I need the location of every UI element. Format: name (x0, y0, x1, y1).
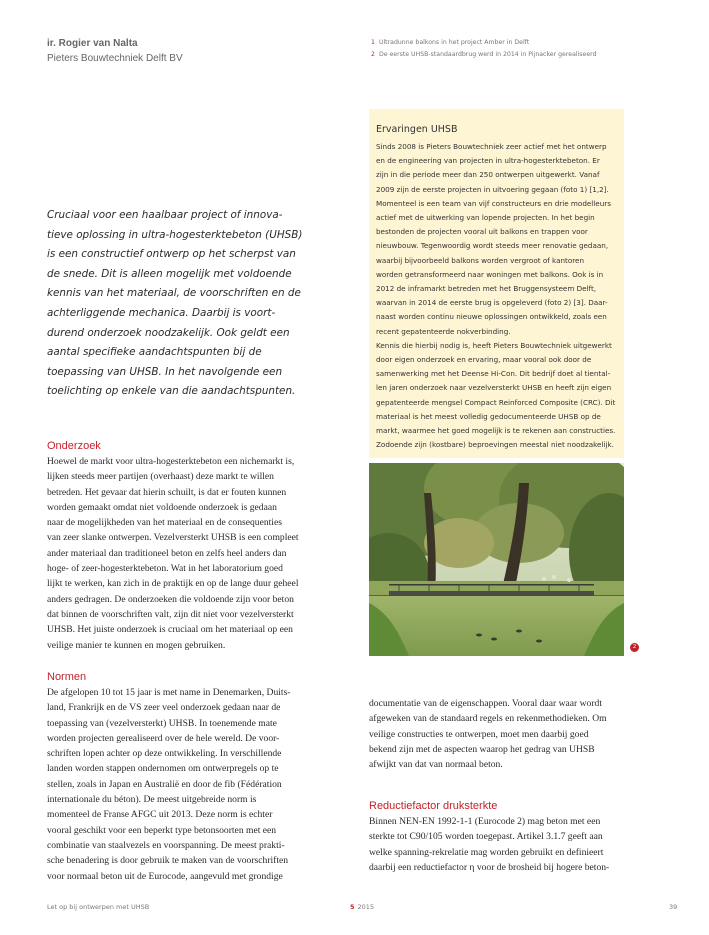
body-line: land, Frankrijk en de VS zeer veel onderzoek gedaan naar de (47, 702, 281, 714)
body-line: sche benadering is door gebruik te maken van de voorschriften (47, 855, 289, 867)
body-line: veilige manier te kunnen en mogen gebruiken. (47, 639, 226, 651)
body-line: landen worden stappen ondernomen om ontwerpregels op te (47, 763, 279, 775)
body-line: documentatie van de eigenschappen. Vooral daar waar wordt (369, 698, 603, 709)
sidebar-line: waarbij bijvoorbeeld balkons worden vergroot of kantoren (376, 255, 585, 265)
body-line: voor normaal beton uit de Eurocode, aangevuld met grondige (47, 870, 283, 882)
body-line: lijken steeds meer partijen (overhaast) deze markt te willen (47, 471, 274, 483)
issue-label (350, 903, 374, 911)
body-line: UHSB. Het juiste onderzoek is cruciaal om het materiaal op een (47, 624, 293, 636)
body-line: dat binnen de voorschriften valt, zijn dit niet voor vezelversterkt (47, 608, 294, 620)
sidebar-text (376, 140, 622, 452)
author-company: Pieters Bouwtechniek Delft BV (47, 53, 183, 64)
sidebar-line: len jaren onderzoek naar vezelversterkt UHSB en heeft zijn eigen (376, 383, 612, 393)
sidebar-title: Ervaringen UHSB (376, 124, 458, 135)
sidebar-line: gepatenteerde mengsel Compact Reinforced Composite (CRC). Dit (376, 397, 616, 407)
pull-quote-line: aantal specifieke aandachtspunten bij de (47, 346, 262, 359)
pull-quote-line: is een constructief ontwerp op het scherpst van (47, 248, 296, 261)
sidebar-line: Momenteel is een team van vijf constructeurs en drie modelleurs (376, 198, 611, 208)
body-line: welke spanning-rekrelatie mag worden gebruikt en definieert (369, 846, 604, 858)
pull-quote-line: toepassing van UHSB. In het navolgende een (47, 365, 283, 378)
sidebar-line: naast worden continu nieuwe oplossingen ontwikkeld, zoals een (376, 312, 607, 322)
body-line: stellen, zoals in Japan en Australië en door de fib (Fédération (47, 778, 282, 790)
body-line: worden gemaakt omdat niet voldoende onderzoek is gedaan (47, 501, 277, 513)
body-line: worden projecten gerealiseerd over de hele wereld. De voor- (47, 732, 280, 744)
photo-caption-2 (371, 51, 597, 58)
body-line: daarbij een reductiefactor η voor de brosheid bij hogere beton- (369, 861, 610, 873)
caption-number: 1 (371, 39, 375, 46)
body-line: veilige constructies te ontwerpen, moet men daarbij goed (369, 728, 589, 740)
body-line: toepassing van (vezelversterkt) UHSB. In toenemende mate (47, 717, 277, 729)
sidebar-line: Sinds 2008 is Pieters Bouwtechniek zeer actief met het ontwerp (376, 142, 607, 151)
sidebar-line: door eigen onderzoek en ervaring, maar vooral ook door de (376, 355, 592, 365)
sidebar-line: worden getransformeerd naar woningen met balkons. Ook is in (376, 269, 604, 279)
body-line: bekend zijn met de aspecten waarop het gedrag van UHSB (369, 743, 595, 755)
sidebar-line: markt, waarmee het goed mogelijk is te rekenen aan constructies. (376, 426, 616, 436)
body-line: momenteel de Franse AFGC uit 2013. Deze norm is echter (47, 809, 273, 821)
body-line: hoge- of zeer-hogesterktebeton. Wat in het laboratorium goed (47, 563, 283, 575)
body-line: afgeweken van de standaard regels en rekenmethodieken. Om (369, 713, 607, 725)
section-body-normen (47, 685, 307, 884)
pull-quote (47, 206, 307, 402)
body-line: combinatie van staalvezels en voorspanning. De meest prakti- (47, 839, 285, 851)
sidebar-line: bestonden de projecten vooral uit balkons en trappen voor (376, 227, 588, 237)
section-heading-reductiefactor: Reductiefactor druksterkte (369, 800, 498, 812)
sidebar-line: actief met de uitwerking van lopende projecten. In het begin (376, 213, 595, 223)
body-line: De afgelopen 10 tot 15 jaar is met name in Denemarken, Duits- (47, 687, 291, 698)
section-body-onderzoek (47, 454, 307, 653)
sidebar-line: 2009 zijn de eerste projecten in uitvoering gegaan (foto 1) [1,2]. (376, 184, 609, 194)
running-footer-title: Let op bij ontwerpen met UHSB (47, 903, 150, 911)
body-line: lijkt te werken, kan zich in de praktijk en op de lange duur geheel (47, 578, 299, 590)
pull-quote-line: kennis van het materiaal, de voorschriften en de (47, 287, 301, 300)
pull-quote-line: tieve oplossing in ultra-hogesterktebeton (UHSB) (47, 228, 303, 241)
body-line: betreden. Het gevaar dat hierin schuilt, is dat er fouten kunnen (47, 486, 287, 498)
body-line: schriften lopen achter op deze ontwikkeling. In verschillende (47, 748, 282, 760)
pull-quote-line: durend onderzoek noodzakelijk. Ook geldt een (47, 326, 290, 339)
issue-year: 2015 (357, 903, 375, 911)
issue-mark: 5 (350, 903, 355, 911)
bridge-photo (369, 463, 624, 656)
sidebar-line: en de engineering van projecten in ultra-hogesterktebeton. Er (376, 156, 600, 166)
photo-caption-1 (371, 39, 529, 46)
photo-number-badge: 2 (630, 643, 639, 652)
sidebar-line: materiaal is het meest volledig gedocumenteerde UHSB op de (376, 411, 601, 421)
pull-quote-line: toelichting op enkele van die aandachtspunten. (47, 385, 296, 398)
body-line: van zeer slanke ontwerpen. Vezelversterkt UHSB is een compleet (47, 532, 299, 544)
caption-text: Ultradunne balkons in het project Amber in Delft (378, 39, 530, 46)
sidebar-line: zijn in die periode meer dan 250 ontwerpen uitgewerkt. Vanaf (376, 170, 600, 180)
body-line: afwijkt van dat van normaal beton. (369, 759, 503, 771)
caption-text: De eerste UHSB-standaardbrug werd in 2014 in Pijnacker gerealiseerd (378, 51, 597, 58)
sidebar-line: Zodoende zijn (kostbare) beproevingen meestal niet noodzakelijk. (376, 440, 614, 450)
page-number: 39 (669, 903, 678, 911)
sidebar-line: Kennis die hierbij nodig is, heeft Pieters Bouwtechniek uitgewerkt (376, 340, 612, 350)
body-line: internationale du béton). De meest uitgebreide norm is (47, 794, 257, 806)
bridge-photo-illustration (369, 463, 624, 656)
sidebar-line: nieuwbouw. Tegenwoordig wordt steeds meer renovatie gedaan, (376, 241, 609, 251)
sidebar-line: samenwerking met het Deense Hi-Con. Dit bedrijf doet al tiental- (376, 369, 611, 379)
sidebar-line: 2012 de inframarkt betreden met het Bruggensysteem Delft, (376, 284, 597, 294)
section-body-continued (369, 696, 629, 772)
body-line: ander materiaal dan traditioneel beton en zelfs heel anders dan (47, 547, 287, 559)
sidebar-line: waarvan in 2014 de eerste brug is opgeleverd (foto 2) [3]. Daar- (376, 298, 608, 308)
body-line: naar de mogelijkheden van het materiaal en de consequenties (47, 517, 282, 529)
caption-number: 2 (371, 51, 375, 58)
body-line: Binnen NEN-EN 1992-1-1 (Eurocode 2) mag beton met een (369, 816, 601, 827)
pull-quote-line: de snede. Dit is alleen mogelijk met voldoende (47, 267, 292, 280)
body-line: sterkte tot C90/105 worden toegepast. Artikel 3.1.7 geeft aan (369, 831, 603, 843)
body-line: Hoewel de markt voor ultra-hogesterktebeton een nichemarkt is, (47, 456, 295, 467)
pull-quote-line: Cruciaal voor een haalbaar project of innova- (47, 209, 283, 221)
author-name: ir. Rogier van Nalta (47, 38, 138, 49)
section-heading-normen: Normen (47, 671, 87, 683)
pull-quote-line: achterliggende mechanica. Daarbij is voort- (47, 306, 276, 319)
section-body-reductiefactor (369, 814, 629, 875)
body-line: anders gedragen. De onderzoeken die voldoende zijn voor beton (47, 593, 294, 605)
sidebar-line: recent gepatenteerde nokverbinding. (376, 326, 511, 336)
body-line: vooral geschikt voor een beperkt type betonsoorten met een (47, 824, 277, 836)
section-heading-onderzoek: Onderzoek (47, 440, 101, 452)
